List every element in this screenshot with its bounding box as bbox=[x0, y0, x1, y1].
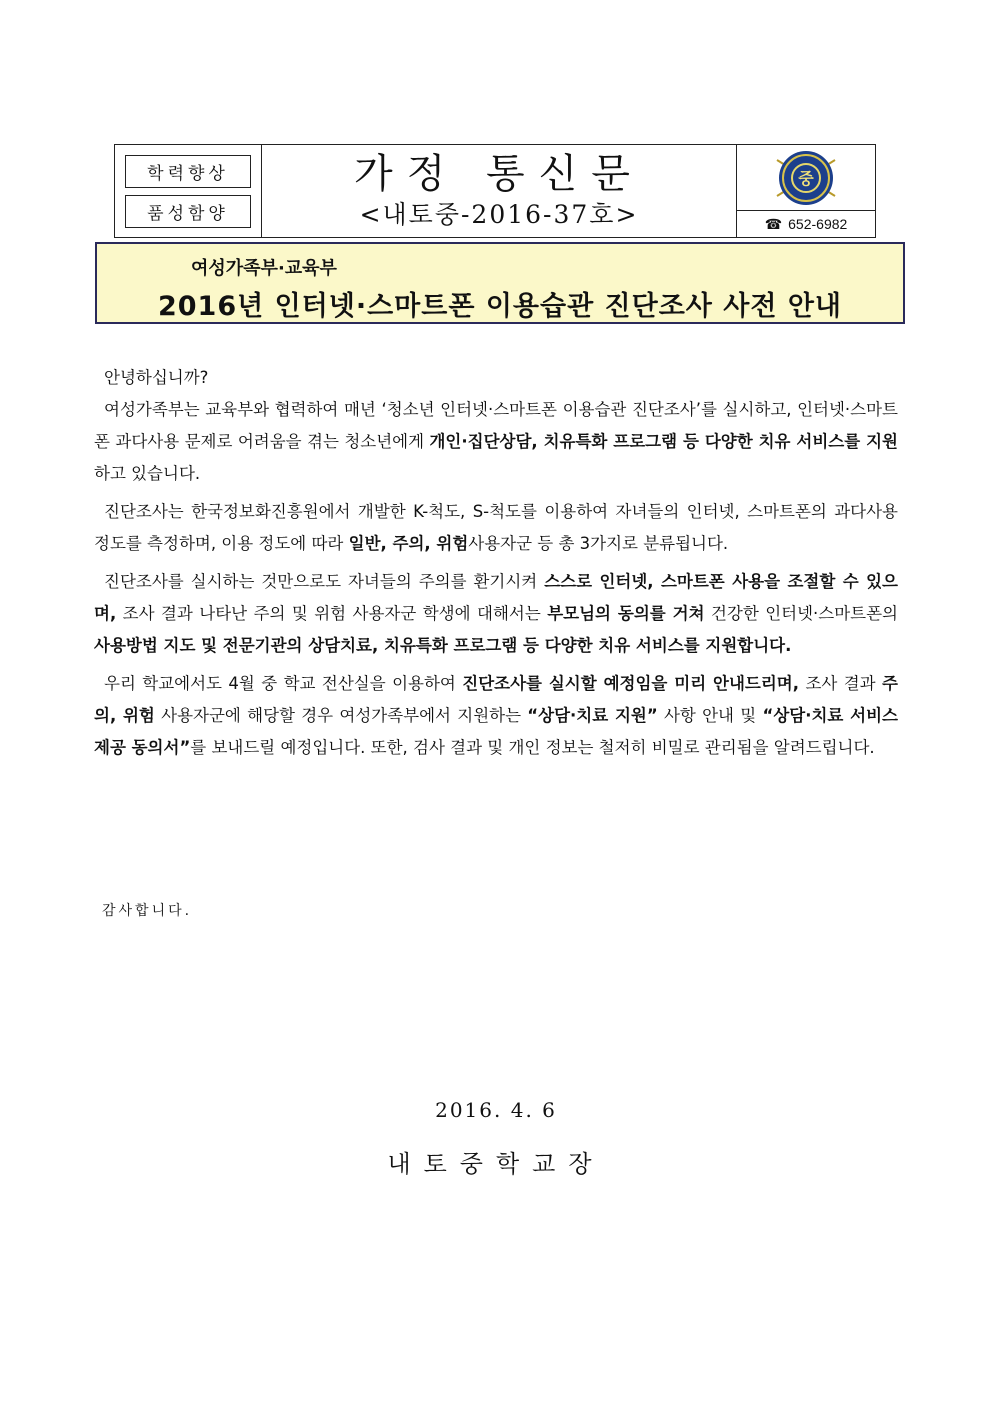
motto-column bbox=[115, 145, 262, 237]
paragraph-1: 여성가족부는 교육부와 협력하여 매년 ‘청소년 인터넷·스마트폰 이용습관 진단조사’를 실시하고, 인터넷·스마트폰 과다사용 문제로 어려움을 겪는 청소년에게 개인·집단상담, 치유특화 프로그램 등 다양한 치유 서비스를 지원하고 있습니다. bbox=[94, 400, 898, 483]
phone-number: 652-6982 bbox=[788, 216, 848, 232]
paragraph-2: 진단조사는 한국정보화진흥원에서 개발한 K-척도, S-척도를 이용하여 자녀들의 인터넷, 스마트폰의 과다사용 정도를 측정하며, 이용 정도에 따라 일반, 주의, 위험사용자군 등 총 3가지로 분류됩니다. bbox=[94, 502, 898, 553]
motto-character: 품성함양 bbox=[125, 195, 251, 228]
seal-letter: 중 bbox=[798, 168, 814, 188]
phone-row bbox=[737, 210, 875, 237]
letter-body bbox=[94, 362, 898, 770]
greeting: 안녕하십니까? bbox=[104, 368, 209, 387]
banner-subtitle: 여성가족부·교육부 bbox=[191, 258, 337, 279]
issue-number: <내토중-2016-37호> bbox=[359, 200, 639, 229]
phone-icon: ☎ bbox=[764, 215, 783, 232]
title-column bbox=[262, 145, 737, 237]
paragraph-4: 우리 학교에서도 4월 중 학교 전산실을 이용하여 진단조사를 실시할 예정임을 미리 안내드리며, 조사 결과 주의, 위험 사용자군에 해당할 경우 여성가족부에서 지원하는 “상담·치료 지원” 사항 안내 및 “상담·치료 서비스 제공 동의서”를 보내드릴 예정입니다. 또한, 검사 결과 및 개인 정보는 철저히 비밀로 관리됨을 알려드립니다. bbox=[94, 674, 898, 757]
motto-academic: 학력향상 bbox=[125, 155, 251, 188]
issue-date: 2016. 4. 6 bbox=[435, 1098, 557, 1122]
logo-column bbox=[737, 145, 875, 237]
closing-thanks: 감사합니다. bbox=[102, 903, 193, 919]
header-table bbox=[114, 144, 876, 238]
topic-banner bbox=[95, 242, 905, 324]
paragraph-3: 진단조사를 실시하는 것만으로도 자녀들의 주의를 환기시켜 스스로 인터넷, 스마트폰 사용을 조절할 수 있으며, 조사 결과 나타난 주의 및 위험 사용자군 학생에 대해서는 부모님의 동의를 거쳐 건강한 인터넷·스마트폰의 사용방법 지도 및 전문기관의 상담치료, 치유특화 프로그램 등 다양한 치유 서비스를 지원합니다. bbox=[94, 572, 898, 655]
document-title: 가정 통신문 bbox=[354, 151, 644, 197]
banner-title: 2016년 인터넷·스마트폰 이용습관 진단조사 사전 안내 bbox=[157, 291, 843, 322]
school-seal-icon bbox=[771, 148, 841, 208]
principal-signature: 내토중학교장 bbox=[387, 1150, 605, 1178]
